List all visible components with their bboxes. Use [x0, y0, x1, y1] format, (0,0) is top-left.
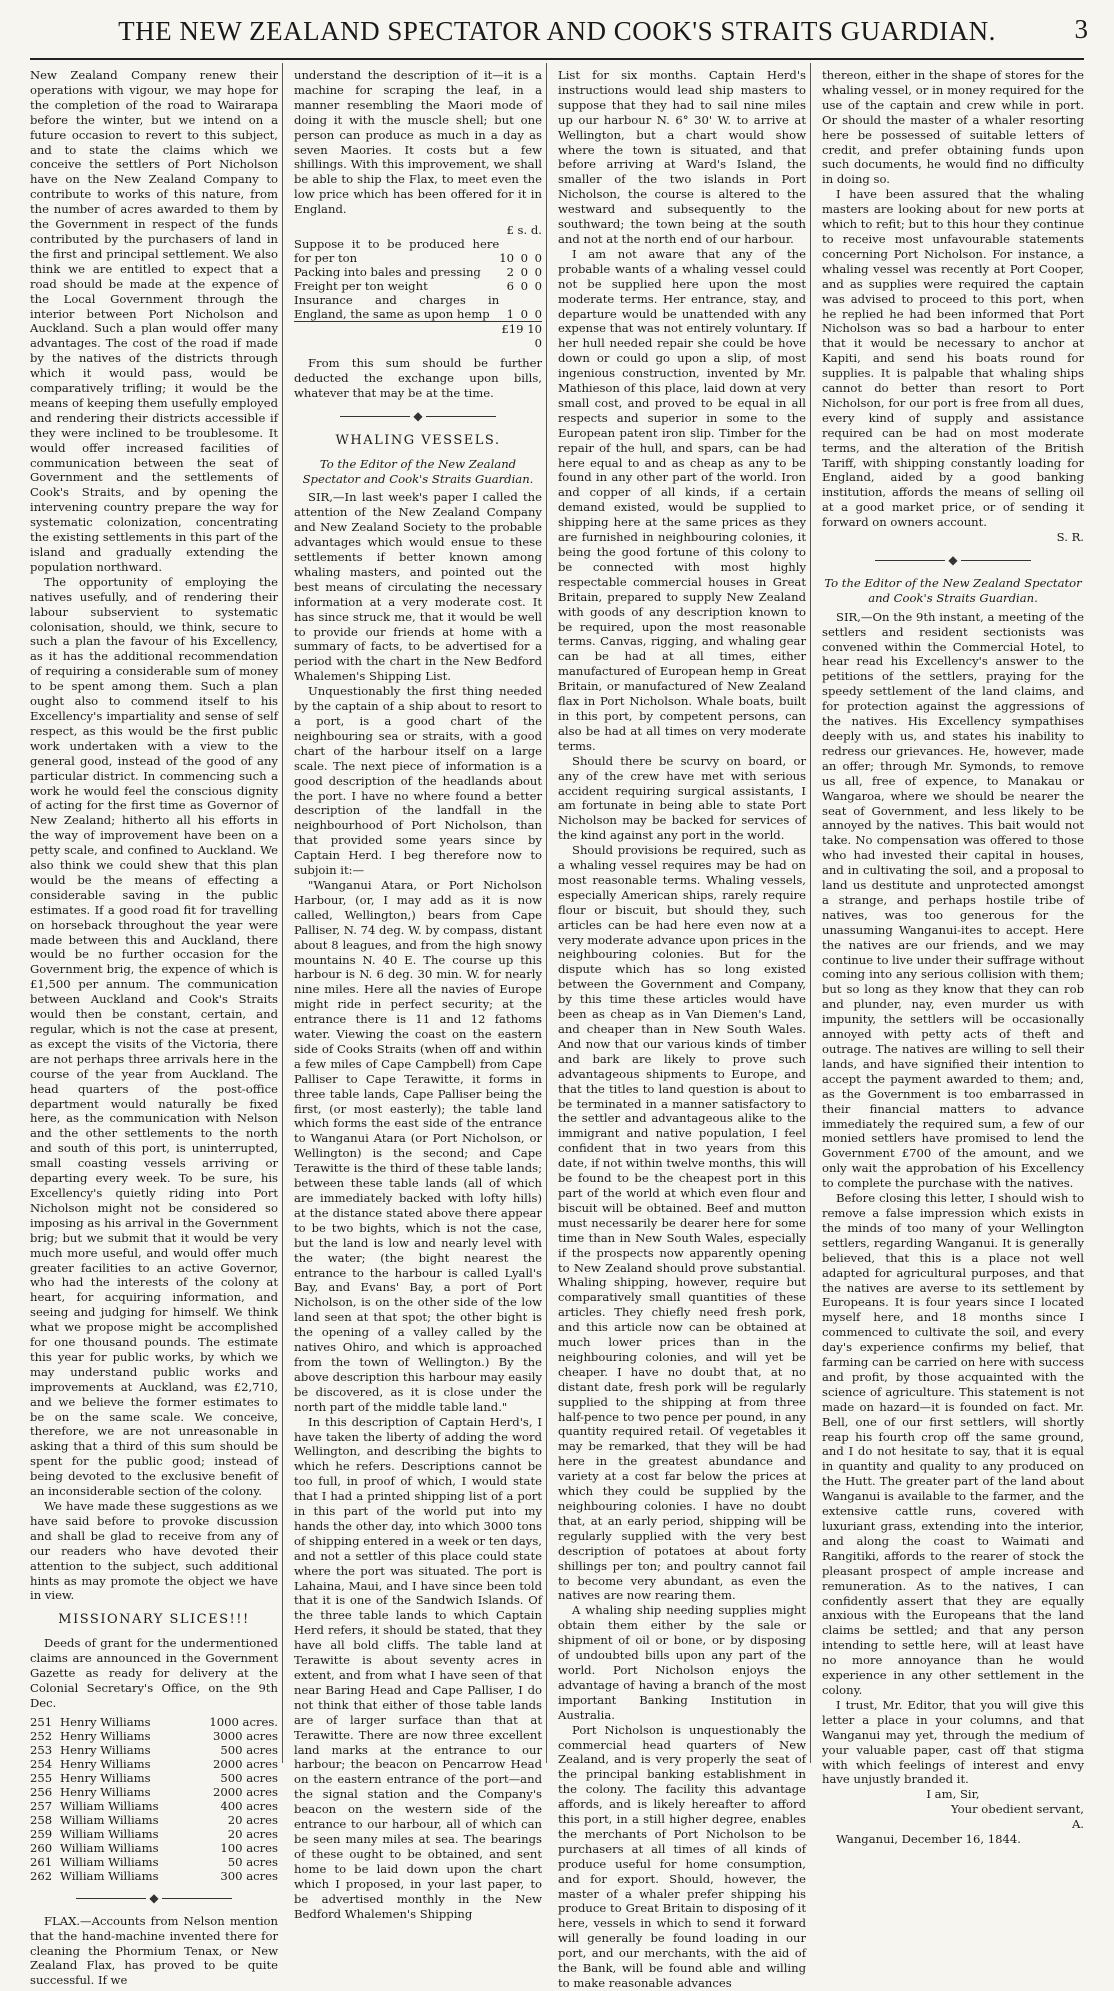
masthead-rule [30, 58, 1084, 60]
table-row: 256 Henry Williams 2000 acres [30, 1784, 278, 1799]
column-3 [558, 68, 806, 1990]
table-row: 253 Henry Williams 500 acres [30, 1742, 278, 1757]
table-row: Packing into bales and pressing 2 0 0 [294, 265, 542, 280]
table-row: 252 Henry Williams 3000 acres [30, 1728, 278, 1743]
letter-signature: A. [1071, 1817, 1084, 1832]
table-row: Freight per ton weight 6 0 0 [294, 279, 542, 294]
grants-table [30, 1715, 278, 1883]
table-row: 261 William Williams 50 acres [30, 1854, 278, 1869]
flax-paragraph: FLAX.—Accounts from Nelson mention that the hand-machine invented there for cleaning the Phormium Tenax, or New Zealand Flax, has proved to be quite successful. If we [30, 1913, 278, 1988]
missionary-slices-heading: MISSIONARY SLICES!!! [58, 1612, 250, 1628]
table-row: 259 William Williams 20 acres [30, 1826, 278, 1841]
letter-paragraph: SIR,—In last week's paper I called the attention of the New Zealand Company and New Zealand Society to the probable advantages which would ensue to these settlements if better known among whaling masters, and pointed out the best means of circulating the necessary information at a very moderate cost. It has since struck me, that it would be well to provide our friends at home with a summary of facts, to be advertised for a period with the chart in the New Bedford Whalemen's Shipping List. [294, 490, 542, 684]
table-row: 251 Henry Williams 1000 acres. [30, 1714, 278, 1729]
masthead [0, 10, 1114, 54]
page-number: 3 [1074, 14, 1088, 44]
table-row: 254 Henry Williams 2000 acres [30, 1756, 278, 1771]
letter-closing: I am, Sir, [926, 1787, 980, 1802]
letter-paragraph: Unquestionably the first thing needed by the captain of a ship about to resort to a port, is a good chart of the neighbouring sea or straits, with a good chart of the harbour itself on a large scale. The next piece of information is a good description of the headlands about the port. I have no where found a better description of the landfall in the neighbourhood of Port Nicholson, than that provided some years since by Captain Herd. I beg therefore now to subjoin it:— [294, 684, 542, 878]
table-row: 255 Henry Williams 500 acres [30, 1770, 278, 1785]
letter-paragraph: In this description of Captain Herd's, I have taken the liberty of adding the word Wellington, and describing the bights to which he refers. Descriptions cannot be too full, in proof of which, I would state that I had a printed shipping list of a port in this part of the world put into my hands the other day, into which 3000 tons of shipping entered in a week or ten days, and not a settler of this place could state where the port was situated. The port is Lahaina, Maui, and I have since been told that it is one of the Sandwich Islands. Of the three table lands to which Captain Herd refers, it should be stated, that they have all bold cliffs. The table land at Terawitte is about seventy acres in extent, and from what I have seen of that near Baring Head and Cape Palliser, I do not think that either of those table lands are of larger surface than that at Terawitte. There are now three excellent land marks at the entrance to our harbour; the beacon on Pencarrow Head on the eastern entrance of the port—and the signal station and the Company's beacon on the western side of the entrance to our harbour, all of which can be seen many miles at sea. The bearings of these ought to be obtained, and sent home to be laid down upon the chart which I proposed, in your last paper, to be advertised monthly in the New Bedford Whalemen's Shipping [294, 1414, 542, 1921]
flax-paragraph-ending: From this sum should be further deducted the exchange upon bills, whatever that may be at the time. [294, 356, 542, 400]
letter-paragraph: Before closing this letter, I should wish to remove a false impression which exists in the minds of too many of your Wellington settlers, regarding Wanganui. It is generally believed, that this is a place not well adapted for agricultural purposes, and that the natives are averse to its settlement by Europeans. It is four years since I located myself here, and 18 months since I commenced to cultivate the soil, and every day's experience confirms my belief, that farming can be carried on here with success and profit, by those acquainted with the science of agriculture. This statement is not made on hazard—it is founded on fact. Mr. Bell, one of our first settlers, will shortly reap his fourth crop off the same ground, and I do not hesitate to say, that it is equal in quantity and quality to any produced on the Hutt. The greater part of the land about Wanganui is available to the farmer, and the extensive cattle runs, covered with luxuriant grass, extending into the interior, and along the coast to Waimati and Rangitiki, affords to the rearer of stock the pleasant prospect of ample increase and remuneration. As to the natives, I can confidently assert that they are equally anxious with the Europeans that the land claims be settled; and that any person intending to settle here, will at least have no more annoyance than he would experience in any other settlement in the colony. [822, 1191, 1084, 1697]
letter-signature: S. R. [1056, 530, 1084, 545]
column-divider [282, 63, 283, 1763]
letter-closing: Your obedient servant, [950, 1802, 1084, 1817]
letter-paragraph: I trust, Mr. Editor, that you will give this letter a place in your columns, and that Wanganui may yet, through the medium of your valuable paper, cast off that stigma with which feelings of interest and envy have unjustly branded it. [822, 1697, 1084, 1787]
letter-paragraph: Port Nicholson is unquestionably the commercial head quarters of New Zealand, and is very properly the seat of the principal banking establishment in the colony. The facility this advantage affords, and is likely hereafter to afford this port, in a still higher degree, enables the merchants of Port Nicholson to be purchasers at all times of all kinds of produce useful for home consumption, and for export. Should, however, the master of a whaler prefer shipping his produce to Great Britain to disposing of it here, vessels in which to send it forward will generally be found loading in our port, and our merchants, with the aid of the Bank, will be found able and willing to make reasonable advances [558, 1722, 806, 1990]
letter-paragraph: I am not aware that any of the probable wants of a whaling vessel could not be supplied here upon the most moderate terms. Her entrance, stay, and departure would be unattended with any expense that was not entirely voluntary. If her hull needed repair she could be hove down or could go upon a slip, of most ingenious construction, invented by Mr. Mathieson of this place, laid down at very small cost, and proved to be equal in all respects and superior in some to the European patent iron slip. Timber for the repair of the hull, and spars, can be had here equal to and as cheap as any to be found in any other part of the world. Iron and copper of all kinds, if a certain demand existed, would be supplied to shipping here at the same prices as they are furnished in neighbouring colonies, it being the good fortune of this colony to be connected with most highly respectable commercial houses in Great Britain, prepared to supply New Zealand with goods of any description known to be required, upon the most reasonable terms. Canvas, rigging, and whaling gear can be had at all times, either manufactured of European hemp in Great Britain, or manufactured of New Zealand flax in Port Nicholson. Whale boats, built in this port, by competent persons, can also be had at all times on very moderate terms. [558, 246, 806, 753]
letter-dateline: Wanganui, December 16, 1844. [836, 1832, 1021, 1847]
newspaper-title: THE NEW ZEALAND SPECTATOR AND COOK'S STRAITS GUARDIAN. [118, 16, 996, 46]
letter-paragraph: List for six months. Captain Herd's instructions would lead ship masters to suppose that they had to sail nine miles up our harbour N. 6° 30' W. to arrive at Wellington, but a chart would show where the town is situated, and that before arriving at Ward's Island, the smaller of the two islands in Port Nicholson, the course is altered to the westward and subsequently to the southward; the town being at the south and not at the north end of our harbour. [558, 68, 806, 246]
table-row: Suppose it to be produced here for per ton 10 0 0 [294, 237, 542, 266]
letter-paragraph: I have been assured that the whaling masters are looking about for new ports at which to refit; but to this hour they continue to receive most unfavourable statements concerning Port Nicholson. For instance, a whaling vessel was recently at Port Cooper, and as supplies were required the captain was advised to proceed to this port, when he replied he had been informed that Port Nicholson was so bad a harbour to enter that it would be necessary to anchor at Kapiti, and send his boats round for supplies. It is palpable that whaling ships cannot do better than resort to Port Nicholson, for our port is free from all dues, every kind of supply and assistance required can be had on most moderate terms, and the alteration of the British Tariff, with shipping constantly loading for England, aided by a good banking institution, affords the means of selling oil at a good market price, or of sending it forward on owners account. [822, 187, 1084, 530]
letter-paragraph: A whaling ship needing supplies might obtain them either by the sale or shipment of oil or bone, or by disposing of undoubted bills upon any part of the world. Port Nicholson enjoys the advantage of having a branch of the most important Banking Institution in Australia. [558, 1603, 806, 1722]
section-ornament: ◆ [294, 409, 542, 424]
letter-salutation: To the Editor of the New Zealand Spectator and Cook's Straits Guardian. [824, 575, 1082, 605]
section-ornament: ◆ [822, 553, 1084, 568]
quoted-description: "Wanganui Atara, or Port Nicholson Harbour, (or, I may add as it is now called, Wellington,) bears from Cape Palliser, N. 74 deg. W. by compass, distant about 8 leagues, and from the high snowy mountains N. 40 E. The course up this harbour is N. 6 deg. 30 min. W. for nearly nine miles. Here all the navies of Europe might ride in perfect security; at the entrance there is 11 and 12 fathoms water. Viewing the coast on the eastern side of Cooks Straits (when off and within a few miles of Cape Campbell) from Cape Palliser to Cape Terawitte, it forms in three table lands, Cape Palliser being the first, (or most easterly); the table land which forms the east side of the entrance to Wanganui Atara (or Port Nicholson, or Wellington) is the second; and Cape Terawitte is the third of these table lands; between these table lands (all of which are immediately backed with lofty hills) at the distance stated above there appear to be two bights, which is not the case, but the land is low and nearly level with the water; (the bight nearest the entrance to the harbour is called Lyall's Bay, and Evans' Bay, a port of Port Nicholson, is on the other side of the low land seen at that spot; the other bight is the opening of a valley called by the natives Ohiro, and which is approached from the town of Wellington.) By the above description this harbour may easily be discovered, as it is close under the north part of the middle table land." [294, 877, 542, 1414]
table-row: 260 William Williams 100 acres [30, 1840, 278, 1855]
flax-cost-table [294, 223, 542, 350]
table-row: Insurance and charges in England, the same as upon hemp 1 0 0 [294, 293, 542, 322]
section-ornament: ◆ [30, 1891, 278, 1906]
column-divider [810, 63, 811, 1763]
letter-paragraph: Should provisions be required, such as a whaling vessel requires may be had on most reasonable terms. Whaling vessels, especially American ships, rarely require flour or biscuit, but should they, such articles can be had here even now at a very moderate advance upon prices in the neighbouring colonies. But for the dispute which has so long existed between the Government and Company, by this time these articles would have been as cheap as in Van Diemen's Land, and cheaper than in New South Wales. And now that our various kinds of timber and bark are likely to prove such advantageous shipments to Europe, and that the titles to land question is about to be terminated in a manner satisfactory to the settler and advantageous alike to the immigrant and native population, I feel confident that in two years from this date, if not within twelve months, this will be found to be the cheapest port in this part of the world at which even flour and biscuit will be obtained. Beef and mutton must necessarily be dearer here for some time than in New South Wales, especially if the prospects now apparently opening to New Zealand should prove substantial. Whaling shipping, however, require but comparatively small quantities of these articles. They chiefly need fresh pork, and this article now can be obtained at much lower prices than in the neighbouring colonies, and will yet be cheaper. I have no doubt that, at no distant date, fresh pork will be regularly supplied to the shipping at from three half-pence to two pence per pound, in any quantity required retail. Of vegetables it may be remarked, that they will be had here in the greatest abundance and variety at a cost far below the prices at which they could be supplied by the neighbouring colonies. I have no doubt that, at an early period, shipping will be regularly supplied with the very best description of potatoes at about forty shillings per ton; and poultry cannot fail to become very abundant, as even the natives are now rearing them. [558, 843, 806, 1603]
column-2 [294, 68, 542, 1921]
letter-paragraph: SIR,—On the 9th instant, a meeting of the settlers and resident sectionists was convened within the Commercial Hotel, to hear read his Excellency's answer to the petitions of the settlers, praying for the speedy settlement of the land claims, and for protection against the aggressions of the natives. His Excellency sympathises deeply with us, and states his inability to redress our grievances. He, however, made an offer; through Mr. Symonds, to remove us all, free of expence, to Manakau or Wangaroa, where we should be nearer the seat of Government, and less likely to be annoyed by the natives. This bait would not take. No compensation was offered to those who had invested their capital in houses, and in cultivating the soil, and a proposal to land us destitute and unprotected amongst a strange, and perhaps hostile tribe of natives, was too generous for the unassuming Wanganui-ites to accept. Here the natives are our friends, and we may continue to live under their suffrage without coming into any serious collision with them; but so long as they know that they can rob and plunder, nay, even murder us with impunity, the settlers will be occasionally annoyed with petty acts of theft and outrage. The natives are willing to sell their lands, and have signified their intention to accept the payment awarded to them; and, as the Government is too embarrassed in their financial matters to advance immediately the required sum, a few of our monied settlers have promised to lend the Government £700 of the amount, and we only wait the approbation of his Excellency to complete the purchase with the natives. [822, 609, 1084, 1191]
letter-paragraph: Should there be scurvy on board, or any of the crew have met with serious accident requiring surgical assistants, I am fortunate in being able to state Port Nicholson may be backed for services of the kind against any port in the world. [558, 753, 806, 843]
column-1 [30, 68, 278, 1988]
column-4 [822, 68, 1084, 1847]
table-row: 257 William Williams 400 acres [30, 1798, 278, 1813]
table-row-total: £19 10 0 [294, 322, 542, 351]
table-row: 258 William Williams 20 acres [30, 1812, 278, 1827]
column-divider [546, 63, 547, 1763]
editorial-paragraph: The opportunity of employing the natives usefully, and of rendering their labour subservient to systematic colonisation, should, we think, secure to such a plan the favour of his Excellency, as it has the additional recommendation of requiring a considerable sum of money to be spent among them. Such a plan ought also to commend itself to his Excellency's impartiality and sense of self respect, as this would be the first public work undertaken with a view to the general good, instead of the good of any particular district. In commencing such a work he would feel the conscious dignity of acting for the first time as Governor of New Zealand; hitherto all his efforts in the way of improvement have been on a petty scale, and confined to Auckland. We also think we could shew that this plan would be the means of effecting a considerable saving in the public estimates. If a good road fit for travelling on horseback throughout the year were made between this and Auckland, there would be no further occasion for the Government brig, the expence of which is £1,500 per annum. The communication between Auckland and Cook's Straits would then be constant, certain, and regular, which is not the case at present, as except the visits of the Victoria, there are not perhaps three arrivals here in the course of the year from Auckland. The head quarters of the post-office department would naturally be fixed here, as the communication with Nelson and the other settlements to the north and south of this port, is uninterrupted, small coasting vessels arriving or departing every week. To be sure, his Excellency's quietly riding into Port Nicholson might not be considered so imposing as his arrival in the Government brig; but we submit that it would be very much more useful, and would offer much greater facilities to an active Governor, who had the interests of the colony at heart, for acquiring information, and seeing and judging for himself. We think what we propose might be accomplished for one thousand pounds. The estimate this year for public works, by which we may understand public works and improvements at Auckland, was £2,710, and we believe the former estimates to be on the same scale. We conceive, therefore, we are not unreasonable in asking that a third of this sum should be spent for the public good; instead of being devoted to the exclusive benefit of an inconsiderable section of the colony. [30, 574, 278, 1499]
editorial-paragraph: We have made these suggestions as we have said before to provoke discussion and shall be glad to receive from any of our readers who have devoted their attention to the subject, such additional hints as may promote the object we have in view. [30, 1499, 278, 1603]
letter-salutation: To the Editor of the New Zealand Spectator and Cook's Straits Guardian. [302, 456, 534, 486]
table-row: 262 William Williams 300 acres [30, 1868, 278, 1883]
whaling-vessels-heading: WHALING VESSELS. [335, 432, 501, 448]
cost-header: £ s. d. [506, 223, 542, 238]
letter-paragraph: thereon, either in the shape of stores for the whaling vessel, or in money required for the use of the captain and crew while in port. Or should the master of a whaler resorting here be possessed of suitable letters of credit, and prefer obtaining funds upon such documents, he would find no difficulty in doing so. [822, 68, 1084, 187]
flax-paragraph-continued: understand the description of it—it is a machine for scraping the leaf, in a manner resembling the Maori mode of doing it with the muscle shell; but one person can produce as much in a day as seven Maories. It costs but a few shillings. With this improvement, we shall be able to ship the Flax, to meet even the low price which has been offered for it in England. [294, 68, 542, 217]
editorial-paragraph: New Zealand Company renew their operations with vigour, we may hope for the completion of the road to Wairarapa before the winter, but we intend on a future occasion to revert to this subject, and to state the claims which we conceive the settlers of Port Nicholson have on the New Zealand Company to contribute to works of this nature, from the number of acres awarded to them by the Government in respect of the funds contributed by the purchasers of land in the first and principal settlement. We also think we are entitled to expect that a road should be made at the expence of the Local Government through the interior between Port Nicholson and Auckland. Such a plan would offer many advantages. The cost of the road if made by the natives of the districts through which it would pass, would be comparatively trifling; it would be the means of keeping them usefully employed and rendering their districts accessible if they were inclined to be troublesome. It would offer increased facilities of communication between the seat of Government and the settlements of Cook's Straits, and by opening the intervening country prepare the way for systematic colonization, concentrating the existing settlements in this part of the island and gradually extending the population northward. [30, 68, 278, 574]
missionary-intro: Deeds of grant for the undermentioned claims are announced in the Government Gazette as ready for delivery at the Colonial Secretary's Office, on the 9th Dec. [30, 1636, 278, 1710]
